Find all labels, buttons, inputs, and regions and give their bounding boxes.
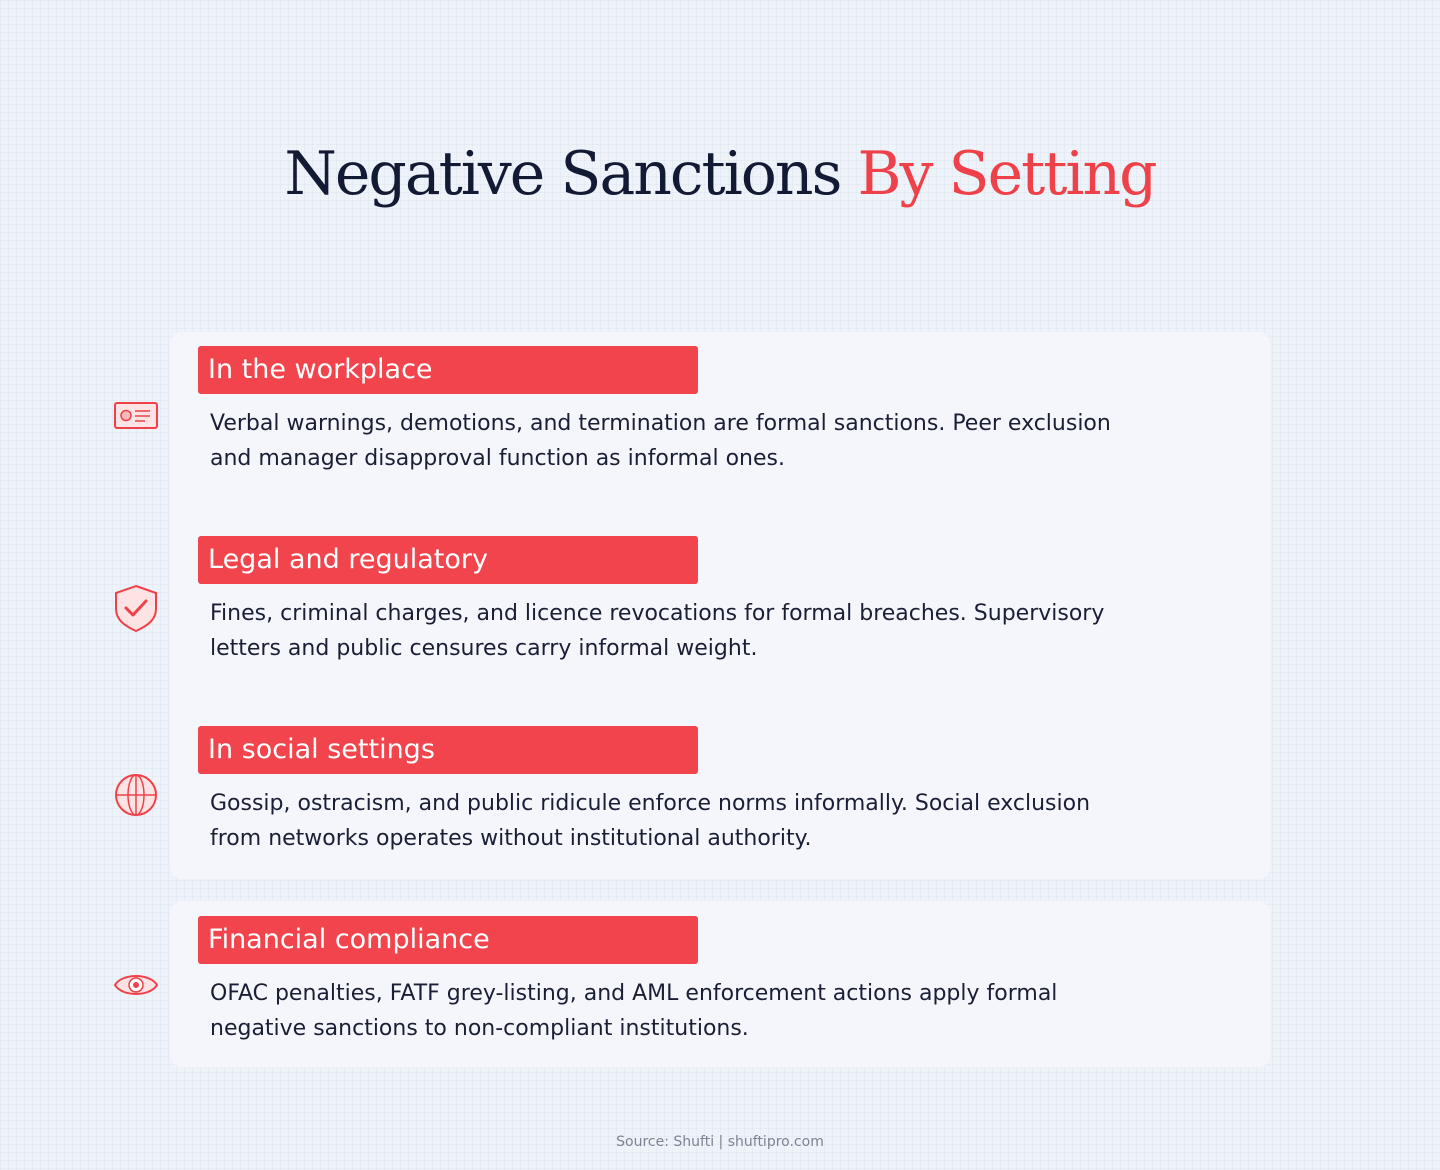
globe-icon: [112, 772, 160, 820]
eye-icon: [112, 961, 160, 1009]
label-social: In social settings: [198, 726, 698, 774]
title-accent: By Setting: [857, 139, 1156, 209]
description-social: Gossip, ostracism, and public ridicule enforce norms informally. Social exclusion from networks operates without institutional authority.: [210, 791, 1091, 851]
description-legal: Fines, criminal charges, and licence revocations for formal breaches. Supervisory letters and public censures carry informal weight.: [210, 601, 1105, 661]
source-credit: Source: Shufti | shuftipro.com: [616, 1134, 824, 1150]
page-title: [0, 138, 1440, 210]
description-financial: OFAC penalties, FATF grey-listing, and AML enforcement actions apply formal negative sanctions to non-compliant institutions.: [210, 981, 1058, 1041]
title-main: Negative Sanctions: [284, 139, 858, 209]
id-card-icon: [112, 391, 160, 439]
label-workplace: In the workplace: [198, 346, 698, 394]
label-legal: Legal and regulatory: [198, 536, 698, 584]
label-financial: Financial compliance: [198, 916, 698, 964]
description-workplace: Verbal warnings, demotions, and termination are formal sanctions. Peer exclusion and manager disapproval function as informal ones.: [210, 411, 1111, 471]
shield-check-icon: [112, 584, 160, 632]
